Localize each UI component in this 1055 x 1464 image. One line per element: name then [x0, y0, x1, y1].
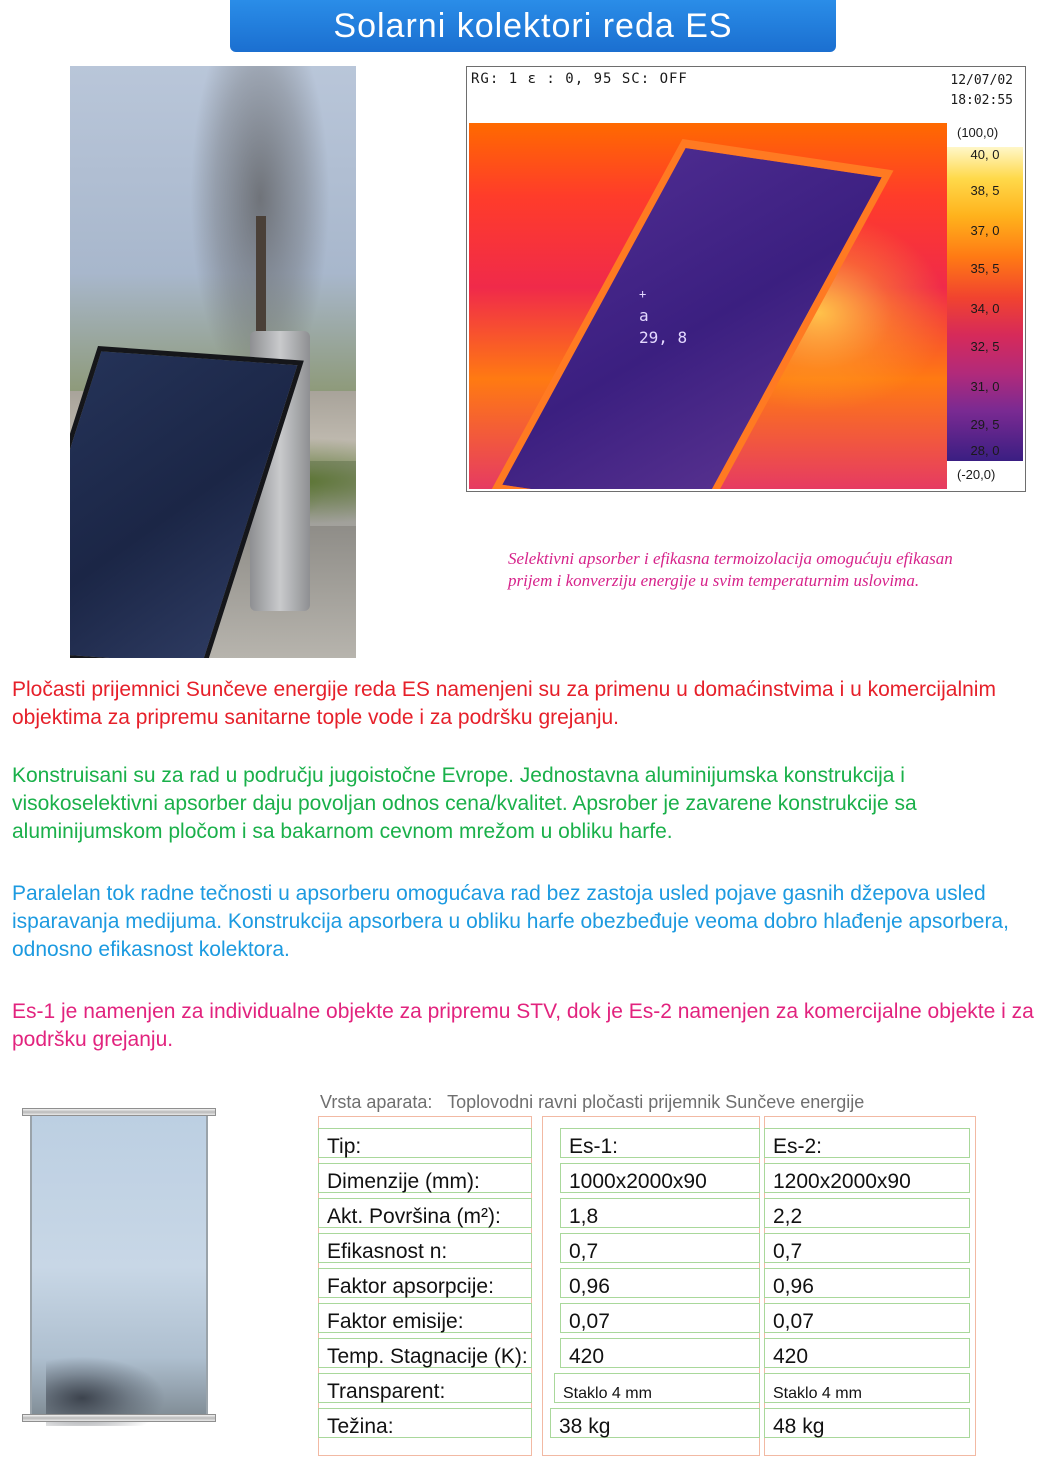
row-label: Dimenzije (mm):: [318, 1163, 532, 1193]
es2-value: 48 kg: [764, 1408, 970, 1438]
product-photo: [22, 1108, 216, 1426]
row-label: Težina:: [318, 1408, 532, 1438]
es2-value: Es-2:: [764, 1128, 970, 1158]
scale-top-label: (100,0): [957, 125, 999, 140]
top-rail: [22, 1108, 216, 1116]
paragraph-models: Es-1 je namenjen za individualne objekte za pripremu STV, dok je Es-2 namenjen za komercijalne objekte i za podršku grejanju.: [12, 1000, 1034, 1051]
crosshair-icon: +: [639, 287, 647, 301]
es1-value: 1,8: [560, 1198, 760, 1228]
scale-tick: 29, 5: [970, 417, 1000, 432]
scale-tick: 32, 5: [970, 339, 1000, 354]
paragraph-flow: Paralelan tok radne tečnosti u apsorberu omogućava rad bez zastoja usled pojave gasnih džepova usled isparavanja medijuma. Konstrukcija apsorbera u obliku harfe obezbeđuje veoma dobro hlađenje apsorbera, odnosno efikasnost kolektora.: [12, 882, 1009, 961]
table-row: [318, 1128, 978, 1158]
scale-bottom-label: (-20,0): [957, 467, 996, 482]
paragraph-intro: Pločasti prijemnici Sunčeve energije reda ES namenjeni su za primenu u domaćinstvima i u komercijalnim objektima za pripremu sanitarne tople vode i za podršku grejanju.: [12, 678, 996, 729]
scale-tick: 35, 5: [970, 261, 1000, 276]
es1-value: 0,07: [560, 1303, 760, 1333]
bottom-rail: [22, 1414, 216, 1422]
thermal-date: 12/07/02: [950, 73, 1013, 88]
thermal-image: [466, 66, 1026, 492]
es1-value: Staklo 4 mm: [554, 1373, 760, 1403]
row-label: Transparent:: [318, 1373, 532, 1403]
table-row: [318, 1373, 978, 1403]
collector-photo: [70, 66, 356, 658]
thermal-datetime: [950, 71, 1013, 111]
es2-value: Staklo 4 mm: [764, 1373, 970, 1403]
es1-value: Es-1:: [560, 1128, 760, 1158]
es1-value: 0,7: [560, 1233, 760, 1263]
scale-bar: [947, 147, 1023, 461]
es2-value: 0,07: [764, 1303, 970, 1333]
thermal-marker: [639, 283, 687, 349]
page-title: Solarni kolektori reda ES: [230, 0, 836, 52]
thermal-marker-label: a: [639, 306, 649, 325]
scale-tick: 34, 0: [970, 301, 1000, 316]
caption: Selektivni apsorber i efikasna termoizolacija omogućuju efikasan prijem i konverziju energije u svim temperaturnim uslovima.: [508, 549, 953, 590]
scale-tick: 31, 0: [970, 379, 1000, 394]
temperature-scale: [947, 123, 1023, 489]
row-label: Tip:: [318, 1128, 532, 1158]
row-label: Faktor apsorpcije:: [318, 1268, 532, 1298]
es2-value: 0,7: [764, 1233, 970, 1263]
collector-glass: [30, 1114, 208, 1420]
table-row: [318, 1268, 978, 1298]
paragraph-construction: Konstruisani su za rad u području jugoistočne Evrope. Jednostavna aluminijumska konstrukcija i visokoselektivni apsorber daju povoljan odnos cena/kvalitet. Apsrober je zavarene konstrukcije sa aluminijumskom pločom i sa bakarnom cevnom mrežom u obliku harfe.: [12, 764, 917, 843]
es1-value: 38 kg: [550, 1408, 760, 1438]
es2-value: 420: [764, 1338, 970, 1368]
table-row: [318, 1408, 978, 1438]
scale-tick: 28, 0: [970, 443, 1000, 458]
table-row: [318, 1338, 978, 1368]
table-row: [318, 1198, 978, 1228]
row-label: Akt. Površina (m²):: [318, 1198, 532, 1228]
row-label: Efikasnost n:: [318, 1233, 532, 1263]
device-type: [320, 1092, 864, 1113]
es2-value: 2,2: [764, 1198, 970, 1228]
es1-value: 420: [560, 1338, 760, 1368]
es1-value: 0,96: [560, 1268, 760, 1298]
scale-tick: 37, 0: [970, 223, 1000, 238]
table-row: [318, 1303, 978, 1333]
scale-tick: 40, 0: [970, 147, 1000, 162]
thermal-header: RG: 1 ε : 0, 95 SC: OFF: [471, 71, 688, 87]
thermal-marker-value: 29, 8: [639, 328, 688, 347]
device-type-value: Toplovodni ravni pločasti prijemnik Sunčeve energije: [447, 1092, 865, 1112]
table-row: [318, 1233, 978, 1263]
es2-value: 1200x2000x90: [764, 1163, 970, 1193]
es1-value: 1000x2000x90: [560, 1163, 760, 1193]
table-row: [318, 1163, 978, 1193]
thermal-picture: [469, 123, 947, 489]
device-type-label: Vrsta aparata:: [320, 1092, 433, 1112]
es2-value: 0,96: [764, 1268, 970, 1298]
spec-table: [318, 1116, 978, 1456]
row-label: Temp. Stagnacije (K):: [318, 1338, 532, 1368]
thermal-time: 18:02:55: [950, 93, 1013, 108]
scale-tick: 38, 5: [970, 183, 1000, 198]
row-label: Faktor emisije:: [318, 1303, 532, 1333]
